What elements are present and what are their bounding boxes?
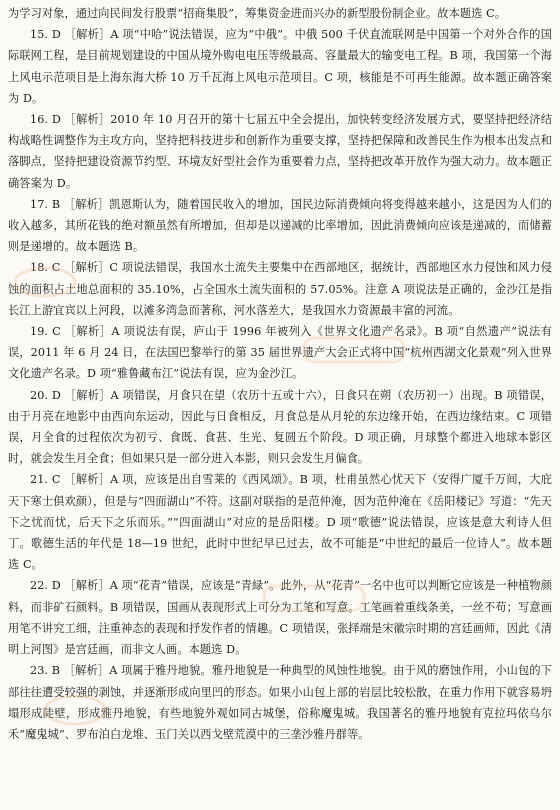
answer-paragraph-22: 22. D ［解析］A 项“花青”错误，应该是“青緑”。此外，从“花青”一名中也可以判断它应该是一种植物颜料，而非矿石颜料。B 项错误，国画从表现形式上可分为工笔和写意。工笔画着重线条美，一丝不苟；写意画用笔不讲究工细，注重神态的表现和抒发作者的情趣。C 项错误，张择端是宋徽宗时期的宫廷画师，因此《清明上河图》是宫廷画，而非文人画。本题选 D。 xyxy=(8,579,552,657)
answer-paragraph-21: 21. C ［解析］A 项，应该是出自雪莱的《西风颂》。B 项，杜甫虽然心忧天下（安得广厦千万间，大庇天下寒士俱欢颜），但是与“四面湖山”不符。这副对联指的是范仲淹，因为范仲淹在《岳阳楼记》写道：“先天下之忧而忧，后天下之乐而乐。”“四面湖山”对应的是岳阳楼。D 项“歌德”说法错误，应该是意大利诗人但丁。歌德生活的年代是 18—19 世纪，此时中世纪早已过去，故不可能是“中世纪的最后一位诗人”。故本题选 C。 xyxy=(8,473,552,572)
answer-paragraph-15: 15. D ［解析］A 项“中哈”说法错误，应为“中俄”。中俄 500 千伏直流联网是中国第一个对外合作的国际联网工程，是目前规划建设的中国从境外购电电压等级最高、容量最大的输变电工程。B 项，我国第一个海上风电示范项目是上海东海大桥 10 万千瓦海上风电示范项目。C 项，核能是不可再生能源。故本题正确答案为 D。 xyxy=(8,28,552,105)
answer-paragraph-18: 18. C ［解析］C 项说法错误，我国水土流失主要集中在西部地区，据统计，西部地区水力侵蚀和风力侵蚀的面积占土地总面积的 35.10%，占全国水土流失面积的 57.05%。注意 A 项说法是正确的，金沙江是指长江上游宜宾以上河段，以滩多湾急而著称，河水落差大，是我国水力资源最丰富的河流。 xyxy=(8,261,552,317)
answer-paragraph-14-tail: 为学习对象，通过向民间发行股票“招商集股”，筹集资金进而兴办的新型股份制企业。故本题选 C。 xyxy=(8,7,507,20)
answer-paragraph-19: 19. C ［解析］A 项说法有误，庐山于 1996 年被列入《世界文化遗产名录》。B 项“自然遗产”说法有误，2011 年 6 月 24 日，在法国巴黎举行的第 35 届世界遗产大会正式将中国“杭州西湖文化景观”列入世界文化遗产名录。D 项“雅鲁藏布江”说法有误，应为金沙江。 xyxy=(8,325,552,381)
answer-paragraph-23: 23. B ［解析］A 项属于雅丹地貌。雅丹地貌是一种典型的风蚀性地貌。由于风的磨蚀作用，小山包的下部往往遭受较强的剥蚀，并逐渐形成向里凹的形态。如果小山包上部的岩层比较松散，在重力作用下就容易坍塌形成陡壁，形成雅丹地貌，有些地貌外观如同古城堡，俗称魔鬼城。我国著名的雅丹地貌有克拉玛依乌尔禾“魔鬼城”、罗布泊白龙堆、玉门关以西戈壁荒漠中的三垄沙雅丹群等。 xyxy=(8,664,552,741)
answer-paragraph-20: 20. D ［解析］A 项错误，月食只在望（农历十五或十六），日食只在朔（农历初一）出现。B 项错误，由于月亮在地影中由西向东运动，因此与日食相反，月食总是从月轮的东边缘开始，在西边缘结束。C 项错误，月全食的过程依次为初亏、食既、食甚、生光、复圆五个阶段。D 项正确，月球整个都进入地球本影区时，就会发生月全食；但如果只是一部分进入本影，则只会发生月偏食。 xyxy=(8,388,552,466)
answer-paragraph-17: 17. B ［解析］凯恩斯认为，随着国民收入的增加，国民边际消费倾向将变得越来越小，这是因为人们的收入越多，其所花钱的绝对额虽然有所增加，但却是以递减的比率增加，因此消费倾向应该是递减的，而储蓄则是递增的。故本题选 B。 xyxy=(8,197,552,254)
answer-paragraph-16: 16. D ［解析］2010 年 10 月召开的第十七届五中全会提出，加快转变经济发展方式，要坚持把经济结构战略性调整作为主攻方向，坚持把科技进步和创新作为重要支撑，坚持把保障和改善民生作为根本出发点和落脚点，坚持把建设资源节约型、环境友好型社会作为重要着力点，坚持把改革开放作为强大动力。故本题正确答案为 D。 xyxy=(8,113,552,190)
